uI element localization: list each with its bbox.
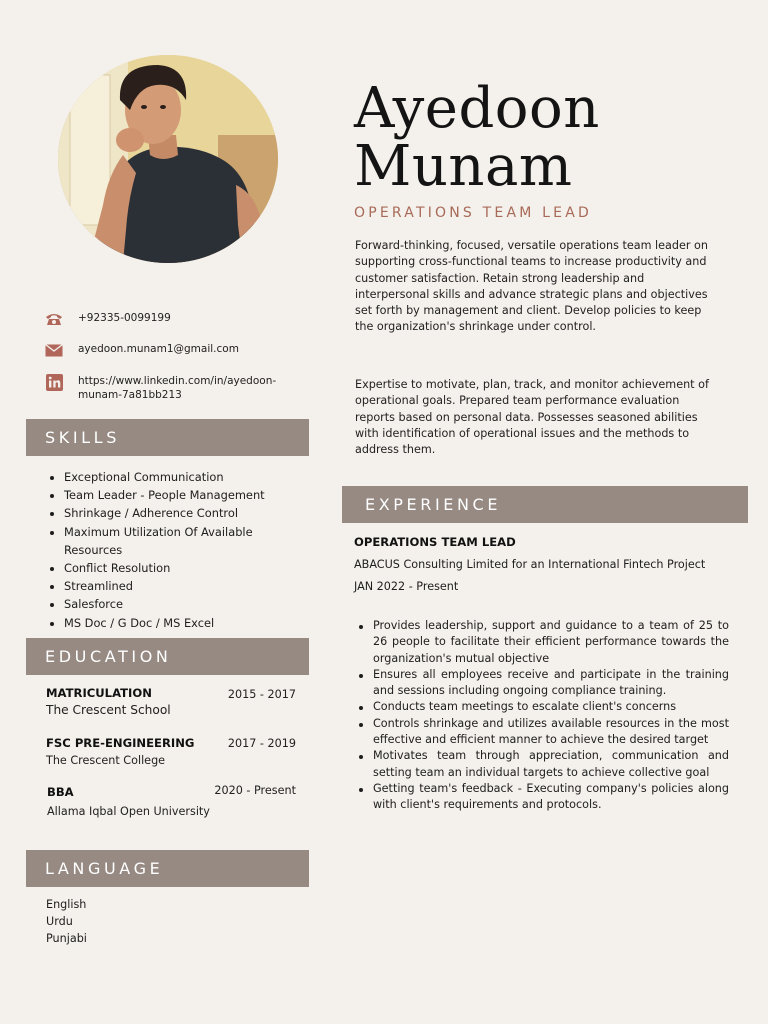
job-title: OPERATIONS TEAM LEAD xyxy=(354,535,516,549)
list-item: Ensures all employees receive and participate in the training and sessions including ongoing compliance training. xyxy=(355,667,729,700)
education-header: EDUCATION xyxy=(26,638,309,675)
list-item: Conflict Resolution xyxy=(46,559,296,577)
list-item: Exceptional Communication xyxy=(46,468,296,486)
experience-header: EXPERIENCE xyxy=(342,486,748,523)
education-school-1: The Crescent School xyxy=(46,703,171,717)
envelope-icon xyxy=(44,342,64,358)
list-item: Salesforce xyxy=(46,595,296,613)
list-item: Conducts team meetings to escalate client's concerns xyxy=(355,699,729,715)
summary-paragraph-2: Expertise to motivate, plan, track, and monitor achievement of operational goals. Prepared team performance evaluation reports based on personal data. Possesses seasoned abilities with identification of operational issues and the methods to address them. xyxy=(355,378,709,457)
list-item: English xyxy=(46,898,87,911)
education-title-1: MATRICULATION xyxy=(46,686,152,700)
list-item: Controls shrinkage and utilizes available resources in the most effective and efficient manner to achieve the desired target xyxy=(355,716,729,749)
list-item: Shrinkage / Adherence Control xyxy=(46,504,296,522)
list-item: Team Leader - People Management xyxy=(46,486,296,504)
education-title-2: FSC PRE-ENGINEERING xyxy=(46,736,195,750)
phone-number: +92335-0099199 xyxy=(78,312,171,324)
job-company: ABACUS Consulting Limited for an International Fintech Project xyxy=(354,558,706,571)
summary-paragraph-1: Forward-thinking, focused, versatile operations team leader on supporting cross-functional teams to increase productivity and customer satisfaction. Retain strong leadership and interpersonal skills and advance strategic plans and objectives set forth by management and client. Develop policies to keep the organization's shrinkage under control. xyxy=(355,239,708,334)
list-item: MS Doc / G Doc / MS Excel xyxy=(46,614,296,632)
list-item: Provides leadership, support and guidance to a team of 25 to 26 people to facilitate their efficient performance towards the organization's mutual objective xyxy=(355,618,729,667)
profile-photo xyxy=(58,55,278,263)
phone-icon xyxy=(44,311,64,327)
list-item: Streamlined xyxy=(46,577,296,595)
education-years-3: 2020 - Present xyxy=(214,784,296,797)
contact-email-row xyxy=(44,342,278,358)
person-name xyxy=(354,76,754,199)
education-years-2: 2017 - 2019 xyxy=(227,737,296,750)
education-title-3: BBA xyxy=(47,785,74,799)
education-years-1: 2015 - 2017 xyxy=(227,688,296,701)
list-item: Getting team's feedback - Executing company's policies along with client's requirements and protocols. xyxy=(355,781,729,814)
list-item: Motivates team through appreciation, communication and setting team an individual targets to achieve collective goal xyxy=(355,748,729,781)
first-name: Ayedoon xyxy=(354,76,600,141)
list-item: Maximum Utilization Of Available Resources xyxy=(46,523,296,559)
job-dates: JAN 2022 - Present xyxy=(354,580,459,593)
linkedin-icon xyxy=(44,374,64,390)
email-address[interactable]: ayedoon.munam1@gmail.com xyxy=(78,343,239,355)
list-item: Urdu xyxy=(46,915,73,928)
last-name: Munam xyxy=(354,134,573,199)
list-item: Punjabi xyxy=(46,932,87,945)
language-header: LANGUAGE xyxy=(26,850,309,887)
education-school-2: The Crescent College xyxy=(46,754,166,767)
education-school-3: Allama Iqbal Open University xyxy=(47,805,210,818)
duties-list xyxy=(355,618,729,814)
linkedin-url[interactable]: https://www.linkedin.com/in/ayedoon-munam-7a81bb213 xyxy=(78,375,277,401)
contact-phone-row xyxy=(44,311,278,327)
profile-photo-illustration xyxy=(58,55,278,263)
skills-list xyxy=(46,468,296,632)
job-role: OPERATIONS TEAM LEAD xyxy=(354,205,592,221)
language-list xyxy=(46,896,87,947)
skills-header: SKILLS xyxy=(26,419,309,456)
contact-linkedin-row xyxy=(44,374,278,402)
